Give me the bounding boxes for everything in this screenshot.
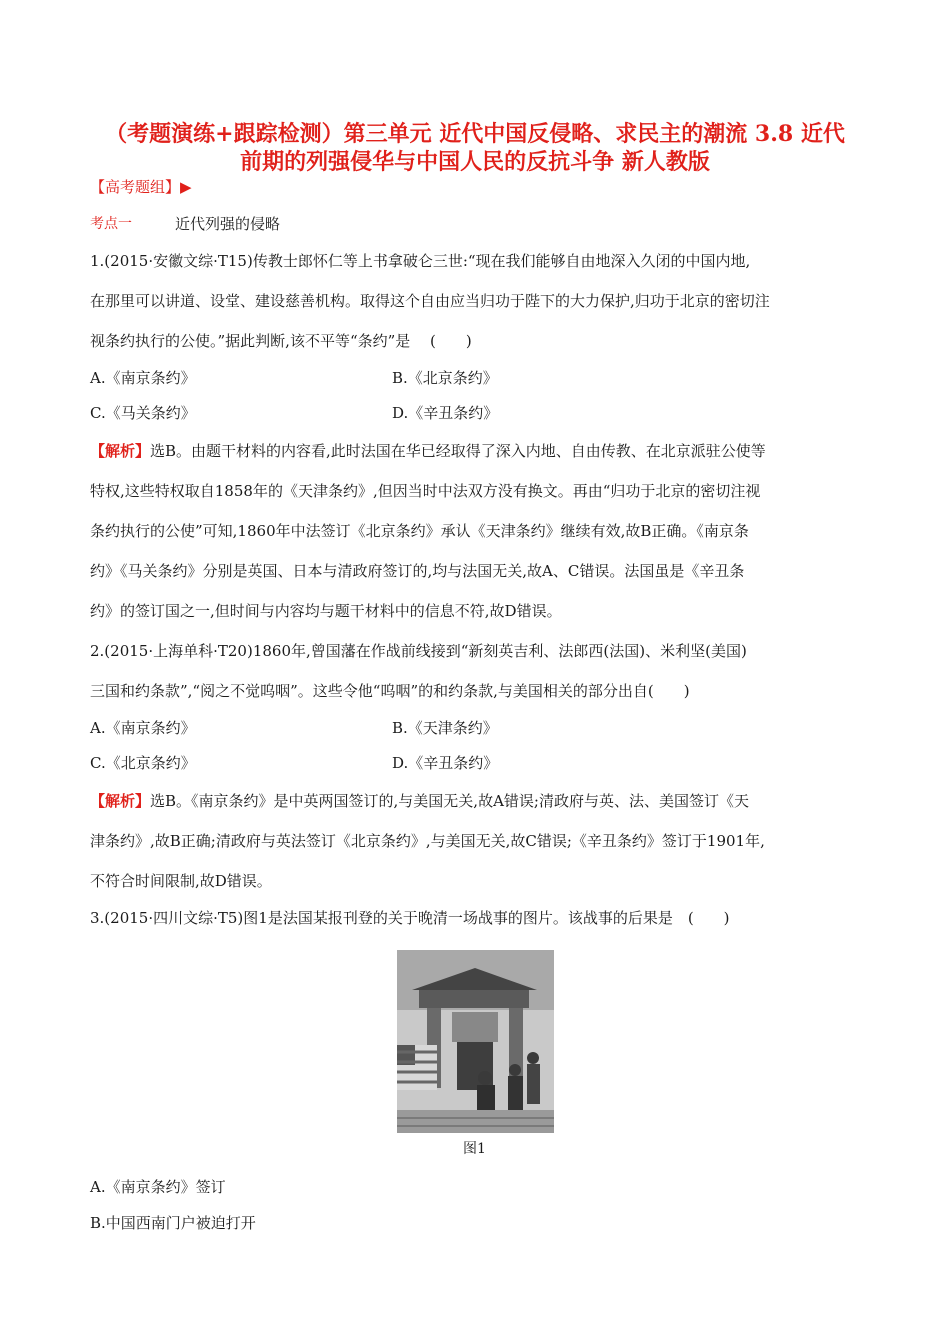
- q2-line-2: 三国和约条款”,“阅之不觉呜咽”。这些令他“呜咽”的和约条款,与美国相关的部分出自( ): [90, 682, 690, 700]
- q2-options-row-2: [90, 752, 870, 773]
- q2-line-1: 2.(2015·上海单科·T20)1860年,曾国藩在作战前线接到“新刻英吉利、法郎西(法国)、米利坚(美国): [90, 642, 747, 660]
- q1-analysis-line-5: 约》的签订国之一,但时间与内容均与题干材料中的信息不符,故D错误。: [90, 602, 562, 620]
- q2-analysis-line-3: 不符合时间限制,故D错误。: [90, 872, 272, 890]
- section-tag: 考点一: [90, 216, 132, 232]
- q1-analysis-line-1: [90, 440, 870, 461]
- q1-option-c: C.《马关条约》: [90, 404, 196, 422]
- q1-line-1: 1.(2015·安徽文综·T15)传教士郎怀仁等上书拿破仑三世:“现在我们能够自由地深入久闭的中国内地,: [90, 252, 751, 270]
- q2-option-c: C.《北京条约》: [90, 754, 196, 772]
- q1-analysis-line-3: 条约执行的公使”可知,1860年中法签订《北京条约》承认《天津条约》继续有效,故B正确。《南京条: [90, 522, 749, 540]
- q2-option-a: A.《南京条约》: [90, 719, 196, 737]
- q1-line-2: 在那里可以讲道、设堂、建设慈善机构。取得这个自由应当归功于陛下的大力保护,归功于北京的密切注: [90, 292, 770, 310]
- q2-analysis-label: 【解析】: [90, 792, 151, 810]
- q2-analysis-text-1: 选B。《南京条约》是中英两国签订的,与美国无关,故A错误;清政府与英、法、美国签订《天: [150, 792, 749, 810]
- q1-analysis-label: 【解析】: [90, 442, 151, 460]
- q1-line-3: 视条约执行的公使。”据此判断,该不平等“条约”是 ( ): [90, 332, 472, 350]
- q1-options-row-1: [90, 367, 870, 388]
- q1-option-a: A.《南京条约》: [90, 369, 196, 387]
- q2-option-b: B.《天津条约》: [392, 719, 498, 737]
- q3-option-b: B.中国西南门户被迫打开: [90, 1214, 256, 1232]
- document-title: [60, 120, 890, 176]
- q1-analysis-line-4: 约》《马关条约》分别是英国、日本与清政府签订的,均与法国无关,故A、C错误。法国虽是《辛丑条: [90, 562, 745, 580]
- q1-options-row-2: [90, 402, 870, 423]
- q1-option-d: D.《辛丑条约》: [392, 404, 499, 422]
- q2-analysis-line-2: 津条约》,故B正确;清政府与英法签订《北京条约》,与美国无关,故C错误;《辛丑条约》签订于1901年,: [90, 832, 765, 850]
- q3-line-1: 3.(2015·四川文综·T5)图1是法国某报刊登的关于晚清一场战事的图片。该战事的后果是 ( ): [90, 909, 730, 927]
- figure-1-caption: 图1: [463, 1141, 486, 1157]
- title-line-2: 前期的列强侵华与中国人民的反抗斗争 新人教版: [240, 149, 710, 175]
- section-title: 近代列强的侵略: [175, 215, 281, 233]
- q2-analysis-line-1: [90, 790, 870, 811]
- q1-analysis-line-2: 特权,这些特权取自1858年的《天津条约》,但因当时中法双方没有换文。再由“归功于北京的密切注视: [90, 482, 761, 500]
- figure-1-illustration: [397, 950, 554, 1133]
- q1-analysis-text-1: 选B。由题干材料的内容看,此时法国在华已经取得了深入内地、自由传教、在北京派驻公使等: [150, 442, 766, 460]
- title-line-1: （考题演练+跟踪检测）第三单元 近代中国反侵略、求民主的潮流 3.8 近代: [105, 121, 845, 147]
- q1-option-b: B.《北京条约》: [392, 369, 498, 387]
- q3-option-a: A.《南京条约》签订: [90, 1178, 226, 1196]
- group-tag: 【高考题组】▶: [90, 178, 192, 196]
- q2-options-row-1: [90, 717, 870, 738]
- q2-option-d: D.《辛丑条约》: [392, 754, 499, 772]
